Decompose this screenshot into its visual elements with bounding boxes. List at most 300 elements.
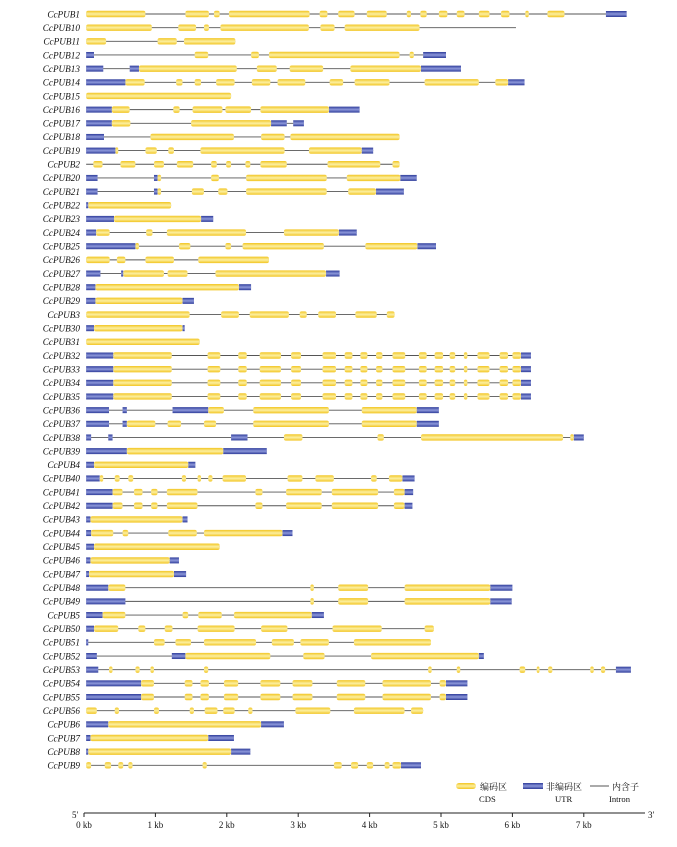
cds-segment	[191, 120, 271, 126]
gene-row	[43, 638, 431, 648]
gene-name: CcPUB35	[42, 391, 80, 402]
cds-segment	[128, 475, 133, 481]
cds-segment	[310, 585, 314, 591]
tick-label: 2 kb	[218, 820, 235, 830]
cds-segment	[112, 106, 130, 112]
utr-segment	[421, 66, 461, 72]
cds-segment	[86, 762, 91, 768]
cds-segment	[354, 707, 405, 713]
utr-segment	[521, 366, 531, 372]
cds-segment	[479, 11, 490, 17]
cds-segment	[204, 530, 283, 536]
utr-segment	[86, 448, 127, 454]
utr-segment	[86, 434, 91, 440]
utr-segment	[154, 189, 158, 195]
cds-segment	[501, 11, 510, 17]
utr-segment	[86, 353, 113, 359]
utr-segment	[86, 462, 94, 468]
gene-row	[43, 64, 461, 74]
cds-segment	[185, 680, 193, 686]
cds-segment	[86, 707, 97, 713]
legend-utr-swatch	[523, 783, 543, 789]
cds-segment	[322, 393, 336, 399]
cds-segment	[123, 530, 129, 536]
utr-segment	[86, 585, 108, 591]
cds-segment	[154, 707, 159, 713]
utr-segment	[86, 366, 113, 372]
cds-segment	[200, 694, 209, 700]
cds-segment	[198, 475, 202, 481]
cds-segment	[96, 229, 110, 235]
cds-segment	[450, 393, 456, 399]
cds-segment	[185, 694, 193, 700]
cds-segment	[411, 707, 423, 713]
cds-segment	[284, 434, 303, 440]
cds-segment	[309, 147, 362, 153]
cds-segment	[150, 666, 154, 672]
utr-segment	[521, 353, 531, 359]
cds-segment	[123, 270, 164, 276]
utr-segment	[86, 407, 109, 413]
cds-segment	[114, 216, 201, 222]
cds-segment	[150, 134, 234, 140]
cds-segment	[322, 366, 336, 372]
gene-row	[43, 228, 357, 238]
cds-segment	[322, 352, 336, 358]
cds-segment	[435, 352, 444, 358]
cds-segment	[198, 257, 269, 263]
utr-segment	[86, 134, 104, 140]
cds-segment	[168, 147, 174, 153]
gene-name: CcPUB16	[42, 104, 80, 115]
utr-segment	[405, 489, 414, 495]
cds-segment	[287, 475, 302, 481]
gene-name: CcPUB50	[42, 624, 80, 634]
cds-segment	[284, 229, 339, 235]
gene-row	[43, 378, 531, 388]
utr-segment	[170, 557, 179, 563]
cds-segment	[376, 352, 382, 358]
utr-segment	[86, 148, 115, 154]
cds-segment	[90, 735, 208, 741]
legend-cds	[456, 781, 507, 804]
utr-segment	[271, 120, 287, 126]
cds-segment	[477, 393, 489, 399]
gene-row	[43, 692, 468, 702]
axis-ticks	[76, 813, 592, 830]
cds-segment	[290, 65, 324, 71]
utr-segment	[86, 626, 94, 632]
cds-segment	[88, 202, 171, 208]
cds-segment	[90, 557, 169, 563]
cds-segment	[108, 585, 125, 591]
x-axis	[72, 810, 655, 830]
cds-segment	[332, 489, 378, 495]
cds-segment	[360, 366, 367, 372]
cds-segment	[338, 585, 368, 591]
gene-row	[43, 569, 186, 579]
cds-segment	[224, 680, 238, 686]
gene-name: CcPUB33	[42, 364, 80, 375]
cds-segment	[200, 147, 284, 153]
cds-segment	[385, 762, 390, 768]
cds-segment	[360, 380, 367, 386]
gene-row	[43, 242, 436, 252]
utr-segment	[329, 107, 360, 113]
cds-segment	[208, 366, 221, 372]
utr-segment	[183, 325, 185, 331]
cds-segment	[225, 243, 231, 249]
utr-segment	[86, 735, 90, 741]
gene-name: CcPUB18	[42, 132, 80, 143]
gene-row	[43, 91, 231, 101]
cds-segment	[425, 626, 434, 632]
utr-segment	[123, 407, 127, 413]
gene-row	[47, 720, 284, 730]
cds-segment	[377, 434, 383, 440]
gene-row	[43, 433, 584, 443]
cds-segment	[205, 707, 218, 713]
cds-segment	[260, 161, 286, 167]
gene-name: CcPUB43	[42, 514, 80, 525]
utr-segment	[223, 448, 267, 454]
cds-segment	[300, 639, 329, 645]
gene-row	[43, 146, 373, 156]
cds-segment	[512, 366, 521, 372]
cds-segment	[158, 188, 162, 194]
cds-segment	[570, 434, 574, 440]
cds-segment	[290, 134, 399, 140]
gene-name: CcPUB17	[42, 118, 80, 129]
cds-segment	[203, 762, 207, 768]
utr-segment	[188, 462, 195, 468]
gene-row	[43, 255, 269, 265]
gene-name: CcPUB14	[42, 77, 80, 88]
gene-name: CcPUB46	[42, 555, 80, 566]
gene-name: CcPUB49	[42, 596, 80, 607]
gene-row	[43, 78, 525, 88]
gene-name: CcPUB53	[42, 664, 80, 675]
cds-segment	[167, 489, 198, 495]
cds-segment	[345, 352, 353, 358]
gene-name: CcPUB51	[42, 637, 80, 648]
utr-segment	[86, 107, 112, 113]
cds-segment	[450, 380, 456, 386]
cds-segment	[243, 243, 324, 249]
cds-segment	[93, 161, 102, 167]
cds-segment	[425, 79, 479, 85]
utr-segment	[86, 120, 112, 126]
gene-name: CcPUB5	[47, 610, 80, 621]
cds-segment	[135, 666, 139, 672]
gene-name: CcPUB8	[47, 746, 80, 757]
cds-segment	[327, 161, 380, 167]
gene-row	[47, 160, 399, 170]
cds-segment	[419, 366, 427, 372]
cds-segment	[204, 421, 216, 427]
cds-segment	[115, 707, 119, 713]
utr-segment	[239, 284, 251, 290]
cds-segment	[127, 421, 156, 427]
cds-segment	[238, 380, 247, 386]
gene-row	[43, 201, 171, 211]
gene-name: CcPUB4	[47, 460, 80, 471]
cds-segment	[179, 243, 190, 249]
cds-segment	[601, 666, 605, 672]
gene-row	[43, 556, 179, 566]
cds-segment	[495, 79, 508, 85]
cds-segment	[362, 421, 417, 427]
utr-segment	[183, 298, 194, 304]
cds-segment	[362, 407, 417, 413]
cds-segment	[419, 380, 427, 386]
cds-segment	[387, 311, 395, 317]
utr-segment	[121, 271, 123, 277]
cds-segment	[113, 352, 172, 358]
utr-segment	[174, 571, 186, 577]
cds-segment	[392, 366, 405, 372]
cds-segment	[405, 598, 491, 604]
gene-name: CcPUB22	[42, 200, 80, 211]
cds-segment	[211, 175, 219, 181]
cds-segment	[214, 11, 220, 17]
utr-segment	[521, 380, 531, 386]
cds-segment	[89, 571, 174, 577]
cds-segment	[86, 11, 145, 17]
utr-segment	[479, 653, 484, 659]
gene-name: CcPUB54	[42, 678, 80, 689]
utr-segment	[417, 407, 439, 413]
cds-segment	[255, 489, 262, 495]
cds-segment	[392, 380, 405, 386]
cds-segment	[117, 257, 126, 263]
gene-row	[43, 173, 417, 183]
cds-segment	[337, 694, 366, 700]
gene-row	[43, 364, 531, 374]
cds-segment	[195, 79, 201, 85]
cds-segment	[354, 639, 431, 645]
cds-segment	[260, 106, 329, 112]
utr-segment	[86, 503, 112, 509]
cds-segment	[435, 393, 444, 399]
utr-segment	[86, 284, 95, 290]
cds-segment	[355, 79, 390, 85]
cds-segment	[145, 147, 156, 153]
gene-name: CcPUB29	[42, 296, 80, 307]
gene-row	[43, 283, 251, 293]
utr-segment	[201, 216, 213, 222]
cds-segment	[419, 352, 427, 358]
cds-segment	[512, 380, 521, 386]
gene-name: CcPUB52	[42, 651, 80, 662]
utr-segment	[86, 571, 89, 577]
cds-segment	[158, 175, 162, 181]
utr-segment	[401, 762, 421, 768]
cds-segment	[464, 352, 468, 358]
cds-segment	[208, 380, 221, 386]
cds-segment	[253, 421, 329, 427]
gene-rows	[43, 9, 631, 770]
cds-segment	[419, 393, 427, 399]
gene-name: CcPUB37	[42, 419, 80, 430]
utr-segment	[86, 243, 135, 249]
gene-row	[43, 474, 415, 484]
utr-segment	[86, 721, 108, 727]
legend-cds-label: 编码区	[480, 782, 508, 792]
cds-segment	[345, 366, 353, 372]
cds-segment	[221, 311, 239, 317]
gene-name: CcPUB45	[42, 542, 80, 553]
cds-segment	[251, 52, 259, 58]
gene-row	[43, 323, 185, 333]
utr-segment	[108, 434, 112, 440]
cds-segment	[175, 639, 191, 645]
cds-segment	[208, 407, 224, 413]
utr-segment	[508, 79, 524, 85]
cds-segment	[100, 475, 104, 481]
cds-segment	[291, 380, 301, 386]
gene-name: CcPUB11	[43, 36, 80, 47]
cds-segment	[224, 694, 238, 700]
cds-segment	[168, 530, 197, 536]
cds-segment	[360, 393, 367, 399]
cds-segment	[177, 161, 193, 167]
cds-segment	[272, 639, 294, 645]
utr-segment	[490, 585, 512, 591]
gene-name: CcPUB30	[42, 323, 80, 334]
cds-segment	[238, 366, 247, 372]
cds-segment	[315, 475, 334, 481]
legend-cds-swatch	[456, 783, 476, 789]
cds-segment	[176, 79, 182, 85]
gene-name: CcPUB48	[42, 583, 80, 594]
cds-segment	[154, 161, 164, 167]
five-prime-label: 5′	[72, 810, 79, 820]
cds-segment	[245, 161, 250, 167]
cds-segment	[365, 243, 417, 249]
cds-segment	[348, 188, 376, 194]
utr-segment	[86, 189, 97, 195]
cds-segment	[193, 106, 223, 112]
gene-row	[43, 446, 267, 456]
cds-segment	[185, 653, 270, 659]
gene-row	[43, 665, 631, 675]
cds-segment	[350, 65, 421, 71]
cds-segment	[477, 366, 489, 372]
cds-segment	[86, 311, 190, 317]
tick-label: 6 kb	[504, 820, 521, 830]
cds-segment	[257, 65, 277, 71]
cds-segment	[334, 762, 342, 768]
cds-segment	[118, 762, 123, 768]
tick-label: 1 kb	[147, 820, 164, 830]
gene-row	[43, 501, 413, 511]
cds-segment	[113, 489, 123, 495]
cds-segment	[440, 694, 446, 700]
gene-row	[43, 296, 194, 306]
gene-row	[43, 187, 404, 197]
cds-segment	[234, 612, 312, 618]
cds-segment	[500, 352, 509, 358]
gene-name: CcPUB3	[47, 309, 80, 320]
cds-segment	[345, 380, 353, 386]
utr-segment	[86, 66, 103, 72]
legend	[456, 781, 639, 804]
tick-label: 4 kb	[361, 820, 378, 830]
cds-segment	[338, 598, 368, 604]
gene-name: CcPUB7	[47, 733, 80, 744]
cds-segment	[223, 475, 247, 481]
cds-segment	[223, 707, 234, 713]
gene-row	[43, 50, 446, 60]
cds-segment	[94, 544, 220, 550]
cds-segment	[320, 24, 334, 30]
cds-segment	[184, 38, 235, 44]
three-prime-label: 3′	[648, 810, 655, 820]
utr-segment	[231, 434, 247, 440]
cds-segment	[260, 352, 281, 358]
cds-segment	[457, 666, 461, 672]
tick-label: 7 kb	[575, 820, 592, 830]
gene-row	[43, 351, 531, 361]
cds-segment	[260, 380, 281, 386]
cds-segment	[360, 352, 367, 358]
cds-segment	[135, 243, 139, 249]
utr-segment	[86, 79, 125, 85]
cds-segment	[410, 52, 414, 58]
gene-name: CcPUB55	[42, 692, 80, 703]
cds-segment	[253, 407, 329, 413]
utr-segment	[86, 530, 91, 536]
gene-name: CcPUB20	[42, 173, 80, 184]
cds-segment	[178, 24, 196, 30]
gene-name: CcPUB40	[42, 473, 80, 484]
cds-segment	[310, 598, 314, 604]
utr-segment	[86, 557, 90, 563]
utr-segment	[86, 202, 88, 208]
gene-name: CcPUB38	[42, 432, 80, 443]
utr-segment	[417, 243, 436, 249]
cds-segment	[86, 24, 152, 30]
utr-segment	[86, 694, 141, 700]
gene-row	[43, 392, 531, 402]
gene-name: CcPUB42	[42, 501, 80, 512]
utr-segment	[208, 735, 234, 741]
gene-row	[43, 37, 235, 47]
utr-segment	[606, 11, 627, 17]
cds-segment	[190, 707, 194, 713]
utr-segment	[123, 421, 127, 427]
cds-segment	[192, 188, 204, 194]
cds-segment	[198, 626, 235, 632]
cds-segment	[168, 421, 182, 427]
gene-row	[47, 733, 234, 743]
cds-segment	[246, 175, 327, 181]
gene-name: CcPUB13	[42, 63, 80, 74]
gene-name: CcPUB9	[47, 760, 80, 771]
cds-segment	[261, 626, 287, 632]
utr-segment	[86, 680, 141, 686]
cds-segment	[108, 721, 261, 727]
utr-segment	[231, 749, 250, 755]
gene-row	[43, 528, 293, 538]
cds-segment	[260, 393, 281, 399]
utr-segment	[86, 612, 102, 618]
cds-segment	[439, 11, 448, 17]
cds-segment	[457, 11, 465, 17]
cds-segment	[500, 393, 509, 399]
gene-name: CcPUB28	[42, 282, 80, 293]
